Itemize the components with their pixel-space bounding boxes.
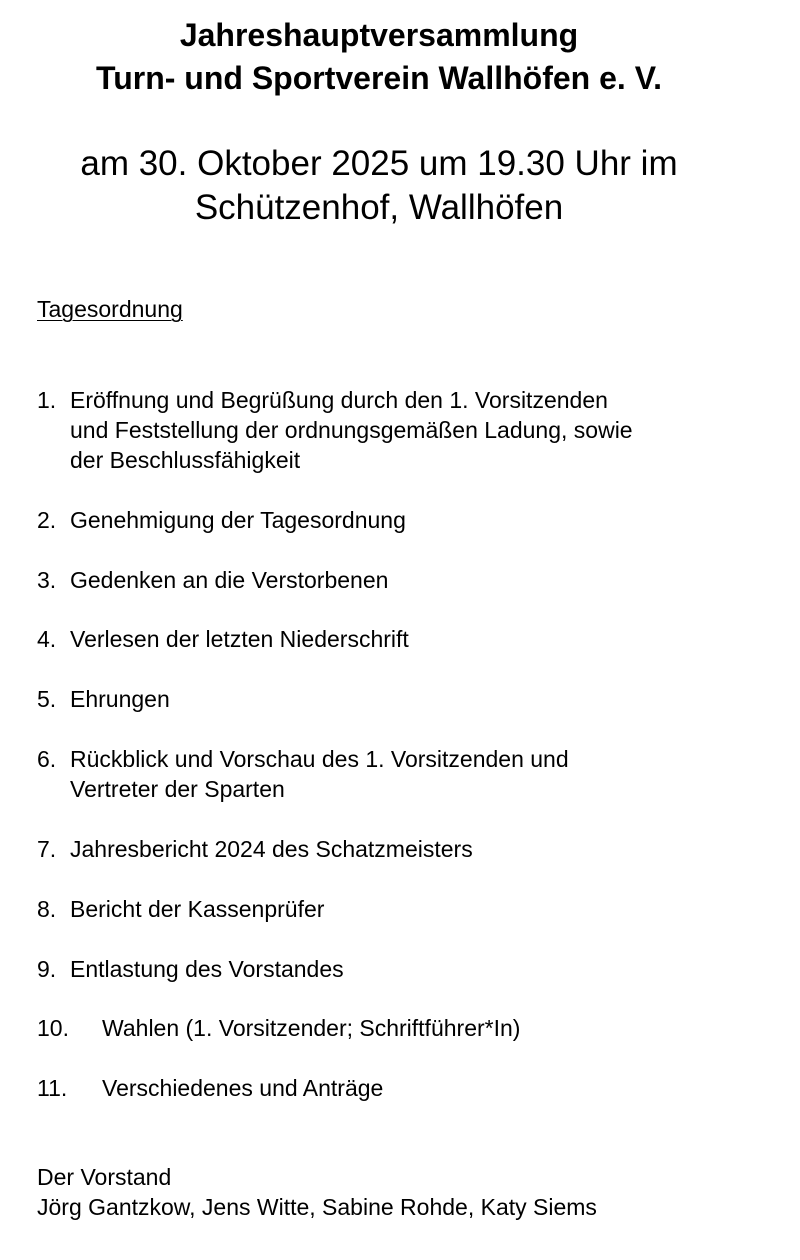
agenda-item-number: 4.: [37, 626, 57, 652]
agenda-item-number: 9.: [37, 956, 57, 982]
agenda-item-text: Wahlen (1. Vorsitzender; Schriftführer*In): [102, 1015, 521, 1041]
meeting-location: Schützenhof, Wallhöfen: [194, 188, 564, 227]
agenda-item-text: Bericht der Kassenprüfer: [70, 896, 325, 922]
agenda-item-text: Rückblick und Vorschau des 1. Vorsitzenden und Vertreter der Sparten: [70, 746, 569, 802]
agenda-item-number: 7.: [37, 836, 57, 862]
agenda-item-number: 11.: [37, 1075, 68, 1101]
agenda-item-text: Entlastung des Vorstandes: [70, 956, 344, 982]
board-members: Jörg Gantzkow, Jens Witte, Sabine Rohde, Katy Siems: [37, 1194, 597, 1220]
agenda-item-number: 6.: [37, 746, 57, 772]
agenda-item-text: Eröffnung und Begrüßung durch den 1. Vorsitzenden und Feststellung der ordnungsgemäßen Ladung, sowie der Beschlussfähigkeit: [70, 387, 633, 473]
agenda-heading: Tagesordnung: [37, 296, 183, 322]
agenda-item-text: Verschiedenes und Anträge: [102, 1075, 384, 1101]
agenda-item-number: 1.: [37, 387, 57, 413]
document-title: Jahreshauptversammlung: [179, 17, 579, 53]
agenda-item-number: 2.: [37, 507, 57, 533]
agenda-item-text: Gedenken an die Verstorbenen: [70, 567, 389, 593]
board-label: Der Vorstand: [37, 1164, 172, 1190]
agenda-item-text: Ehrungen: [70, 686, 170, 712]
agenda-item-number: 10.: [37, 1015, 69, 1041]
agenda-item-text: Jahresbericht 2024 des Schatzmeisters: [70, 836, 473, 862]
agenda-item-number: 5.: [37, 686, 57, 712]
agenda-item-number: 8.: [37, 896, 57, 922]
club-name: Turn- und Sportverein Wallhöfen e. V.: [96, 60, 662, 96]
agenda-item-text: Genehmigung der Tagesordnung: [70, 507, 406, 533]
agenda-item-text: Verlesen der letzten Niederschrift: [70, 626, 409, 652]
agenda-item-number: 3.: [37, 567, 57, 593]
meeting-date-time: am 30. Oktober 2025 um 19.30 Uhr im: [80, 144, 678, 183]
